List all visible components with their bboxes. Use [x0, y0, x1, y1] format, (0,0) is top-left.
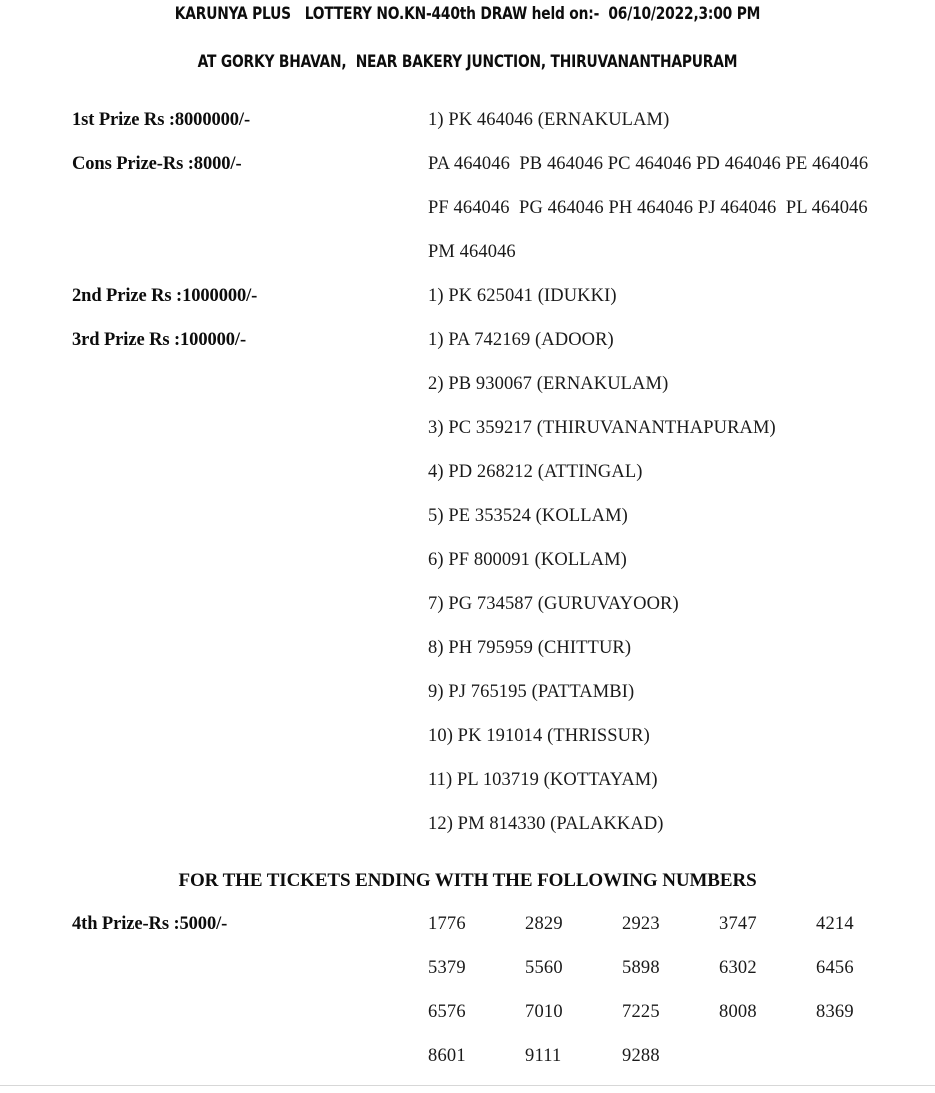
ending-number: 8008 [719, 1002, 757, 1022]
prize-winning-entry: 7) PG 734587 (GURUVAYOOR) [428, 594, 679, 614]
prize-winning-entry: 2) PB 930067 (ERNAKULAM) [428, 374, 669, 394]
ending-numbers-heading: FOR THE TICKETS ENDING WITH THE FOLLOWING NUMBERS [178, 870, 757, 891]
prize-winning-entry: 1) PK 625041 (IDUKKI) [428, 286, 617, 306]
ending-number: 8369 [816, 1002, 854, 1022]
ending-number: 2829 [525, 914, 563, 934]
draw-venue-line: AT GORKY BHAVAN, NEAR BAKERY JUNCTION, THIRUVANANTHAPURAM [197, 52, 738, 71]
prize-winning-entry: 11) PL 103719 (KOTTAYAM) [428, 770, 658, 790]
prize-winning-entry: PM 464046 [428, 242, 516, 262]
ending-number: 1776 [428, 914, 466, 934]
ending-number: 3747 [719, 914, 757, 934]
bottom-divider [0, 1085, 935, 1086]
prize-winning-entry: 8) PH 795959 (CHITTUR) [428, 638, 632, 658]
prize-winning-entry: PF 464046 PG 464046 PH 464046 PJ 464046 PL 464046 [428, 198, 868, 218]
prize-label: 3rd Prize Rs :100000/- [72, 330, 247, 350]
ending-number: 5898 [622, 958, 660, 978]
draw-title-line: KARUNYA PLUS LOTTERY NO.KN-440th DRAW held on:- 06/10/2022,3:00 PM [174, 4, 761, 23]
prize-label: Cons Prize-Rs :8000/- [72, 154, 242, 174]
prize-winning-entry: 6) PF 800091 (KOLLAM) [428, 550, 627, 570]
ending-number: 2923 [622, 914, 660, 934]
ending-number: 5560 [525, 958, 563, 978]
ending-number: 9111 [525, 1046, 562, 1066]
prize-winning-entry: 9) PJ 765195 (PATTAMBI) [428, 682, 635, 702]
ending-number: 6456 [816, 958, 854, 978]
fourth-prize-label: 4th Prize-Rs :5000/- [72, 914, 228, 934]
ending-number: 8601 [428, 1046, 466, 1066]
prize-label: 1st Prize Rs :8000000/- [72, 110, 251, 130]
ending-number: 9288 [622, 1046, 660, 1066]
ending-number: 7225 [622, 1002, 660, 1022]
prize-label: 2nd Prize Rs :1000000/- [72, 286, 258, 306]
prize-winning-entry: 5) PE 353524 (KOLLAM) [428, 506, 628, 526]
ending-number: 6302 [719, 958, 757, 978]
prize-winning-entry: 12) PM 814330 (PALAKKAD) [428, 814, 664, 834]
ending-number: 5379 [428, 958, 466, 978]
prize-winning-entry: 1) PA 742169 (ADOOR) [428, 330, 614, 350]
prize-winning-entry: 3) PC 359217 (THIRUVANANTHAPURAM) [428, 418, 776, 438]
ending-number: 4214 [816, 914, 854, 934]
prize-winning-entry: PA 464046 PB 464046 PC 464046 PD 464046 PE 464046 [428, 154, 869, 174]
ending-number: 7010 [525, 1002, 563, 1022]
prize-winning-entry: 4) PD 268212 (ATTINGAL) [428, 462, 643, 482]
ending-number: 6576 [428, 1002, 466, 1022]
prize-winning-entry: 10) PK 191014 (THRISSUR) [428, 726, 650, 746]
prize-winning-entry: 1) PK 464046 (ERNAKULAM) [428, 110, 670, 130]
